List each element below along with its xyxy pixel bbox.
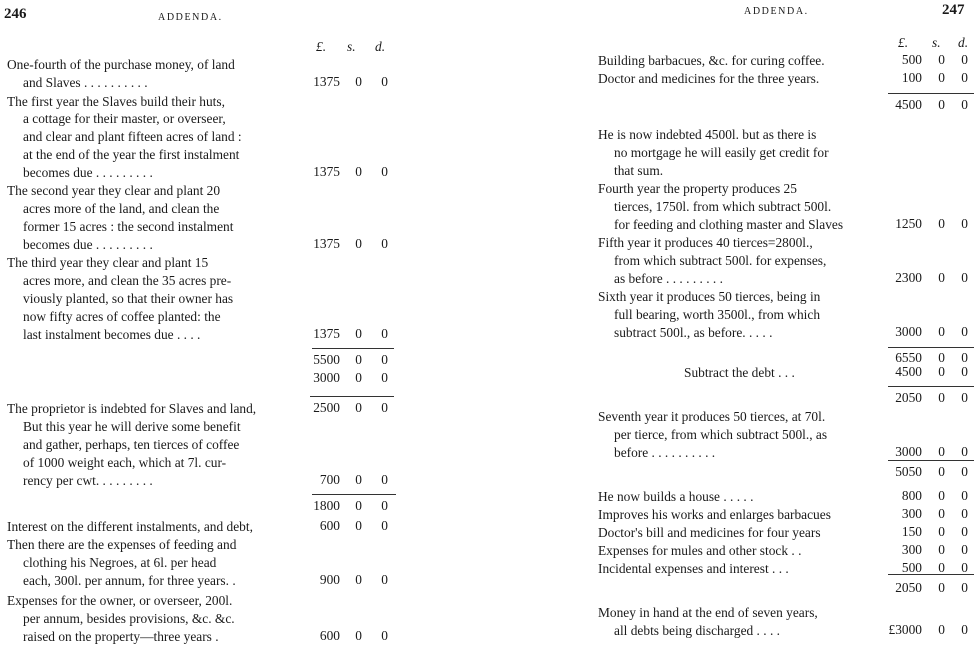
- amount-pence: 0: [381, 498, 388, 513]
- amount-pence: 0: [961, 390, 968, 405]
- text-line: Seventh year it produces 50 tierces, at 70l.: [598, 409, 826, 424]
- amount-pounds: 600: [319, 518, 340, 533]
- amount-shillings: 0: [355, 518, 362, 533]
- left-col-pounds: £.: [316, 39, 327, 54]
- left-page-number: 246: [4, 6, 27, 22]
- right-page-number: 247: [942, 2, 965, 18]
- text-line: acres more of the land, and clean the: [23, 201, 220, 216]
- amount-pence: 0: [381, 352, 388, 367]
- text-line: becomes due . . . . . . . . .: [23, 237, 153, 252]
- amount-pence: 0: [381, 74, 388, 89]
- amount-shillings: 0: [938, 390, 945, 405]
- amount-pounds: 800: [901, 488, 922, 503]
- text-line: of 1000 weight each, which at 7l. cur-: [23, 455, 227, 470]
- text-line: each, 300l. per annum, for three years. .: [23, 573, 236, 588]
- amount-pence: 0: [961, 542, 968, 557]
- amount-pence: 0: [961, 444, 968, 459]
- amount-pence: 0: [961, 488, 968, 503]
- text-line: per annum, besides provisions, &c. &c.: [23, 611, 235, 626]
- amount-shillings: 0: [938, 464, 945, 479]
- text-line: He now builds a house . . . . .: [598, 489, 754, 504]
- text-line: Fifth year it produces 40 tierces=2800l.,: [598, 235, 813, 250]
- text-line: and Slaves . . . . . . . . . .: [23, 75, 148, 90]
- amount-shillings: 0: [355, 472, 362, 487]
- text-line: no mortgage he will easily get credit for: [614, 145, 829, 160]
- rule: [888, 386, 974, 387]
- amount-pounds: 2050: [895, 580, 922, 595]
- amount-shillings: 0: [938, 270, 945, 285]
- amount-shillings: 0: [355, 236, 362, 251]
- amount-pence: 0: [961, 324, 968, 339]
- text-line: Expenses for mules and other stock . .: [598, 543, 802, 558]
- text-line: raised on the property—three years .: [23, 629, 219, 644]
- amount-pounds: 3000: [895, 444, 922, 459]
- amount-shillings: 0: [355, 326, 362, 341]
- rule: [888, 93, 974, 94]
- amount-pence: 0: [381, 400, 388, 415]
- amount-pounds: 1800: [313, 498, 340, 513]
- text-line: Fourth year the property produces 25: [598, 181, 797, 196]
- text-line: Money in hand at the end of seven years,: [598, 605, 818, 620]
- text-line: for feeding and clothing master and Slaves: [614, 217, 844, 232]
- amount-pounds: 3000: [313, 370, 340, 385]
- text-line: rency per cwt. . . . . . . . .: [23, 473, 153, 488]
- amount-pence: 0: [381, 518, 388, 533]
- amount-pounds: 150: [901, 524, 922, 539]
- amount-pounds: 1375: [313, 326, 340, 341]
- amount-pounds: 500: [901, 52, 922, 67]
- text-line: The third year they clear and plant 15: [7, 255, 209, 270]
- text-line: from which subtract 500l. for expenses,: [614, 253, 827, 268]
- text-line: per tierce, from which subtract 500l., as: [614, 427, 828, 442]
- text-line: and clear and plant fifteen acres of land :: [23, 129, 242, 144]
- amount-shillings: 0: [355, 572, 362, 587]
- rule: [888, 460, 974, 461]
- text-line: full bearing, worth 3500l., from which: [614, 307, 821, 322]
- amount-shillings: 0: [938, 216, 945, 231]
- text-line: Sixth year it produces 50 tierces, being in: [598, 289, 821, 304]
- right-running-header: ADDENDA.: [744, 6, 809, 17]
- text-line: all debts being discharged . . . .: [614, 623, 780, 638]
- rule: [312, 494, 396, 495]
- amount-pence: 0: [961, 97, 968, 112]
- amount-pounds: 1250: [895, 216, 922, 231]
- amount-pounds: 4500: [895, 364, 922, 379]
- amount-pence: 0: [381, 472, 388, 487]
- text-line: clothing his Negroes, at 6l. per head: [23, 555, 217, 570]
- amount-pounds: 3000: [895, 324, 922, 339]
- text-line: tierces, 1750l. from which subtract 500l.: [614, 199, 832, 214]
- text-line: One-fourth of the purchase money, of land: [7, 57, 235, 72]
- amount-shillings: 0: [938, 488, 945, 503]
- amount-pence: 0: [961, 464, 968, 479]
- text-line: that sum.: [614, 163, 664, 178]
- text-line: The second year they clear and plant 20: [7, 183, 221, 198]
- right-col-pounds: £.: [898, 35, 909, 50]
- left-col-shillings: s.: [347, 39, 356, 54]
- amount-pounds: 500: [901, 560, 922, 575]
- text-line: before . . . . . . . . . .: [614, 445, 716, 460]
- text-line: The first year the Slaves build their huts,: [7, 94, 225, 109]
- rule: [312, 348, 394, 349]
- text-line: Incidental expenses and interest . . .: [598, 561, 789, 576]
- amount-shillings: 0: [938, 622, 945, 637]
- amount-pence: 0: [961, 70, 968, 85]
- amount-shillings: 0: [938, 524, 945, 539]
- amount-shillings: 0: [355, 628, 362, 643]
- text-line: Doctor's bill and medicines for four years: [598, 525, 821, 540]
- amount-shillings: 0: [355, 164, 362, 179]
- text-line: last instalment becomes due . . . .: [23, 327, 201, 342]
- amount-pence: 0: [961, 350, 968, 365]
- rule: [888, 347, 974, 348]
- amount-shillings: 0: [938, 506, 945, 521]
- amount-pounds: 5050: [895, 464, 922, 479]
- amount-pounds: 2050: [895, 390, 922, 405]
- amount-pounds: 4500: [895, 97, 922, 112]
- amount-shillings: 0: [938, 350, 945, 365]
- amount-pounds: 1375: [313, 236, 340, 251]
- text-line: Improves his works and enlarges barbacues: [598, 507, 831, 522]
- amount-shillings: 0: [938, 580, 945, 595]
- amount-shillings: 0: [938, 70, 945, 85]
- amount-shillings: 0: [938, 364, 945, 379]
- rule: [888, 574, 974, 575]
- amount-shillings: 0: [938, 324, 945, 339]
- amount-pounds: 5500: [313, 352, 340, 367]
- text-line: acres more, and clean the 35 acres pre-: [23, 273, 232, 288]
- text-line: But this year he will derive some benefit: [23, 419, 241, 434]
- amount-shillings: 0: [355, 352, 362, 367]
- text-line: Then there are the expenses of feeding and: [7, 537, 237, 552]
- amount-pounds: 300: [901, 542, 922, 557]
- left-running-header: ADDENDA.: [158, 12, 223, 23]
- amount-pounds: 600: [319, 628, 340, 643]
- text-line: becomes due . . . . . . . . .: [23, 165, 153, 180]
- left-col-pence: d.: [375, 39, 386, 54]
- amount-pence: 0: [381, 236, 388, 251]
- amount-shillings: 0: [355, 370, 362, 385]
- amount-pence: 0: [961, 216, 968, 231]
- amount-pence: 0: [381, 164, 388, 179]
- amount-pence: 0: [381, 572, 388, 587]
- right-col-pence: d.: [958, 35, 969, 50]
- amount-shillings: 0: [355, 498, 362, 513]
- amount-pounds: 300: [901, 506, 922, 521]
- rule: [310, 396, 394, 397]
- amount-pounds: 900: [319, 572, 340, 587]
- text-line: Subtract the debt . . .: [684, 365, 795, 380]
- text-line: as before . . . . . . . . .: [614, 271, 723, 286]
- text-line: a cottage for their master, or overseer,: [23, 111, 226, 126]
- amount-pence: 0: [961, 524, 968, 539]
- amount-pence: 0: [961, 270, 968, 285]
- amount-pounds: 100: [901, 70, 922, 85]
- text-line: Expenses for the owner, or overseer, 200l.: [7, 593, 233, 608]
- text-line: subtract 500l., as before. . . . .: [614, 325, 773, 340]
- amount-shillings: 0: [938, 52, 945, 67]
- text-line: The proprietor is indebted for Slaves and land,: [7, 401, 257, 416]
- right-col-shillings: s.: [932, 35, 941, 50]
- text-line: and gather, perhaps, ten tierces of coffee: [23, 437, 240, 452]
- amount-pounds: 2500: [313, 400, 340, 415]
- amount-pence: 0: [381, 628, 388, 643]
- amount-pence: 0: [961, 560, 968, 575]
- amount-pounds: £3000: [888, 622, 922, 637]
- text-line: He is now indebted 4500l. but as there is: [598, 127, 817, 142]
- text-line: now fifty acres of coffee planted: the: [23, 309, 221, 324]
- amount-shillings: 0: [938, 542, 945, 557]
- amount-shillings: 0: [938, 97, 945, 112]
- amount-pence: 0: [961, 506, 968, 521]
- amount-pence: 0: [961, 622, 968, 637]
- amount-pence: 0: [381, 326, 388, 341]
- amount-shillings: 0: [355, 74, 362, 89]
- amount-pence: 0: [381, 370, 388, 385]
- amount-shillings: 0: [355, 400, 362, 415]
- text-line: former 15 acres : the second instalment: [23, 219, 234, 234]
- amount-shillings: 0: [938, 444, 945, 459]
- amount-pounds: 1375: [313, 164, 340, 179]
- text-line: Interest on the different instalments, and debt,: [7, 519, 253, 534]
- text-line: Doctor and medicines for the three years.: [598, 71, 820, 86]
- amount-pounds: 1375: [313, 74, 340, 89]
- amount-pounds: 2300: [895, 270, 922, 285]
- text-line: Building barbacues, &c. for curing coffee.: [598, 53, 825, 68]
- text-line: viously planted, so that their owner has: [23, 291, 234, 306]
- amount-pence: 0: [961, 364, 968, 379]
- amount-pounds: 700: [319, 472, 340, 487]
- amount-pence: 0: [961, 580, 968, 595]
- amount-shillings: 0: [938, 560, 945, 575]
- amount-pounds: 6550: [895, 350, 922, 365]
- amount-pence: 0: [961, 52, 968, 67]
- text-line: at the end of the year the first instalment: [23, 147, 240, 162]
